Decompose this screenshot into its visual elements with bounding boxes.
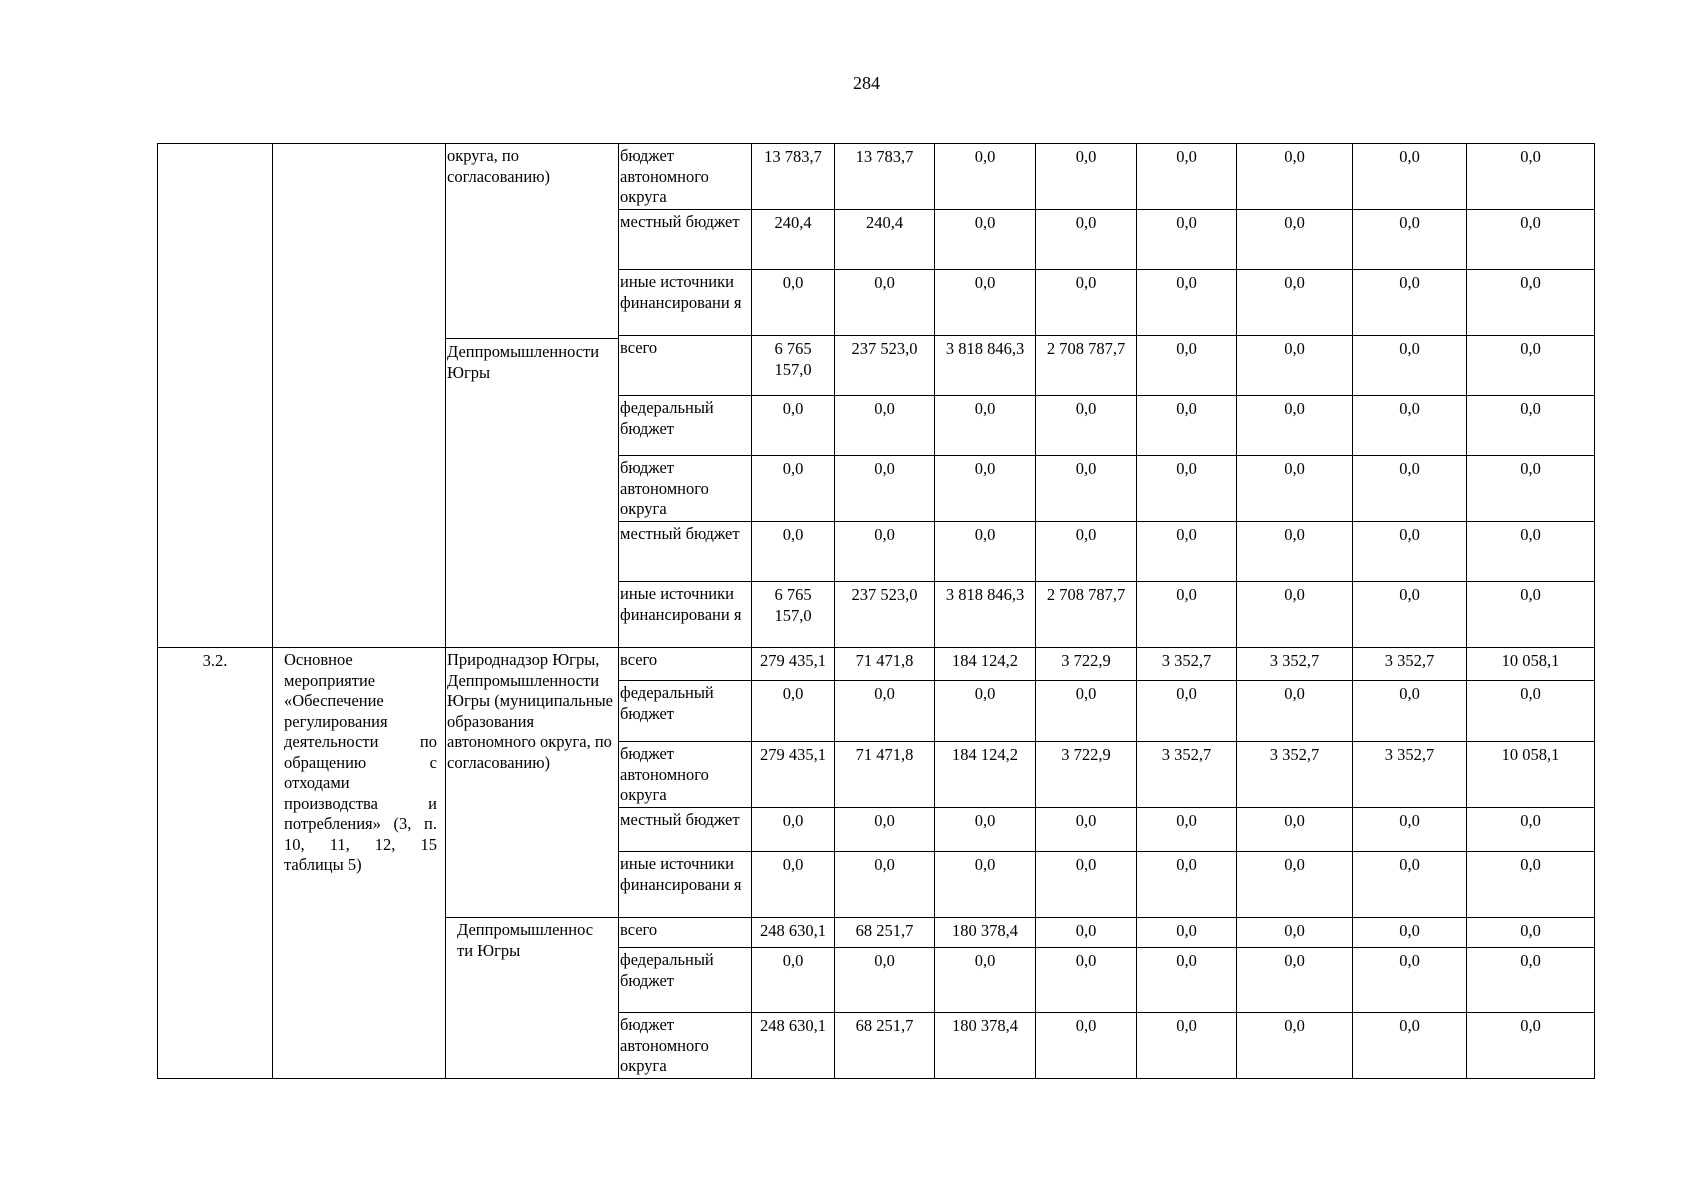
value-cell: 0,0 <box>1137 948 1237 1013</box>
value-cell: 0,0 <box>1467 681 1595 742</box>
value-cell: 0,0 <box>1137 210 1237 270</box>
value-cell: 0,0 <box>1137 144 1237 210</box>
source-cell: местный бюджет <box>619 210 752 270</box>
value-cell: 0,0 <box>1137 1013 1237 1079</box>
item-code: 3.2. <box>158 648 273 1079</box>
value-cell: 0,0 <box>1137 270 1237 336</box>
value-cell: 0,0 <box>835 808 935 852</box>
source-cell: федеральный бюджет <box>619 948 752 1013</box>
value-cell: 3 352,7 <box>1237 648 1353 681</box>
value-cell: 0,0 <box>1353 456 1467 522</box>
executor-depprom: Деппромышленности Югры <box>446 338 618 383</box>
value-cell: 3 722,9 <box>1036 648 1137 681</box>
value-cell: 0,0 <box>1353 808 1467 852</box>
value-cell: 0,0 <box>1237 336 1353 396</box>
value-cell: 0,0 <box>1467 456 1595 522</box>
source-cell: федеральный бюджет <box>619 396 752 456</box>
value-cell: 0,0 <box>1467 396 1595 456</box>
value-cell: 0,0 <box>1353 270 1467 336</box>
value-cell: 0,0 <box>752 808 835 852</box>
value-cell: 0,0 <box>1353 852 1467 918</box>
value-cell: 3 352,7 <box>1237 742 1353 808</box>
value-cell: 0,0 <box>1237 210 1353 270</box>
source-cell: бюджет автономного округа <box>619 144 752 210</box>
value-cell: 0,0 <box>1237 582 1353 648</box>
value-cell: 0,0 <box>835 681 935 742</box>
value-cell: 0,0 <box>1353 681 1467 742</box>
value-cell: 0,0 <box>1036 918 1137 948</box>
value-cell: 0,0 <box>935 808 1036 852</box>
value-cell: 10 058,1 <box>1467 648 1595 681</box>
value-cell: 0,0 <box>1353 948 1467 1013</box>
source-cell: иные источники финансировани я <box>619 582 752 648</box>
value-cell: 0,0 <box>935 210 1036 270</box>
financing-table <box>157 143 1595 1079</box>
value-cell: 237 523,0 <box>835 582 935 648</box>
value-cell: 0,0 <box>1353 144 1467 210</box>
source-cell: бюджет автономного округа <box>619 742 752 808</box>
source-cell: иные источники финансировани я <box>619 852 752 918</box>
value-cell: 71 471,8 <box>835 648 935 681</box>
value-cell: 0,0 <box>1137 336 1237 396</box>
value-cell: 0,0 <box>935 948 1036 1013</box>
value-cell: 0,0 <box>1467 948 1595 1013</box>
value-cell: 0,0 <box>1137 582 1237 648</box>
value-cell: 0,0 <box>835 270 935 336</box>
value-cell: 279 435,1 <box>752 648 835 681</box>
value-cell: 0,0 <box>1467 808 1595 852</box>
value-cell: 0,0 <box>1467 918 1595 948</box>
value-cell: 68 251,7 <box>835 1013 935 1079</box>
value-cell: 180 378,4 <box>935 1013 1036 1079</box>
value-cell: 0,0 <box>935 852 1036 918</box>
value-cell: 0,0 <box>935 522 1036 582</box>
value-cell: 13 783,7 <box>752 144 835 210</box>
value-cell: 0,0 <box>835 948 935 1013</box>
value-cell: 0,0 <box>1353 1013 1467 1079</box>
table-row <box>158 144 1595 210</box>
value-cell: 0,0 <box>1467 582 1595 648</box>
value-cell: 0,0 <box>1036 456 1137 522</box>
value-cell: 0,0 <box>1237 1013 1353 1079</box>
value-cell: 0,0 <box>1467 336 1595 396</box>
value-cell: 0,0 <box>1237 396 1353 456</box>
value-cell: 0,0 <box>1036 270 1137 336</box>
value-cell: 13 783,7 <box>835 144 935 210</box>
value-cell: 0,0 <box>935 456 1036 522</box>
name-cell-empty <box>273 144 446 648</box>
value-cell: 2 708 787,7 <box>1036 582 1137 648</box>
value-cell: 240,4 <box>835 210 935 270</box>
value-cell: 0,0 <box>1353 582 1467 648</box>
source-cell: всего <box>619 648 752 681</box>
source-cell: бюджет автономного округа <box>619 1013 752 1079</box>
value-cell: 0,0 <box>1237 918 1353 948</box>
executor-cell <box>446 144 619 648</box>
value-cell: 0,0 <box>1036 852 1137 918</box>
value-cell: 0,0 <box>935 270 1036 336</box>
source-cell: всего <box>619 336 752 396</box>
value-cell: 3 352,7 <box>1353 742 1467 808</box>
value-cell: 68 251,7 <box>835 918 935 948</box>
table-row <box>158 648 1595 681</box>
page-number: 284 <box>853 73 880 93</box>
source-cell: местный бюджет <box>619 808 752 852</box>
code-cell-empty <box>158 144 273 648</box>
value-cell: 279 435,1 <box>752 742 835 808</box>
value-cell: 0,0 <box>1237 681 1353 742</box>
value-cell: 3 818 846,3 <box>935 336 1036 396</box>
value-cell: 3 352,7 <box>1137 742 1237 808</box>
source-cell: всего <box>619 918 752 948</box>
value-cell: 0,0 <box>1137 681 1237 742</box>
value-cell: 0,0 <box>1467 144 1595 210</box>
value-cell: 0,0 <box>1137 522 1237 582</box>
value-cell: 0,0 <box>1237 270 1353 336</box>
value-cell: 0,0 <box>1353 210 1467 270</box>
value-cell: 237 523,0 <box>835 336 935 396</box>
value-cell: 0,0 <box>752 456 835 522</box>
value-cell: 0,0 <box>1237 144 1353 210</box>
value-cell: 3 722,9 <box>1036 742 1137 808</box>
value-cell: 0,0 <box>935 681 1036 742</box>
value-cell: 0,0 <box>1036 948 1137 1013</box>
value-cell: 0,0 <box>1036 396 1137 456</box>
value-cell: 0,0 <box>1036 1013 1137 1079</box>
source-cell: федеральный бюджет <box>619 681 752 742</box>
value-cell: 0,0 <box>1353 918 1467 948</box>
value-cell: 0,0 <box>1467 270 1595 336</box>
value-cell: 0,0 <box>935 396 1036 456</box>
value-cell: 0,0 <box>1036 681 1137 742</box>
executor-continued: округа, по согласованию) <box>447 146 551 186</box>
value-cell: 0,0 <box>752 396 835 456</box>
value-cell: 0,0 <box>1353 396 1467 456</box>
value-cell: 0,0 <box>1237 522 1353 582</box>
source-cell: иные источники финансировани я <box>619 270 752 336</box>
value-cell: 0,0 <box>1137 396 1237 456</box>
value-cell: 0,0 <box>752 681 835 742</box>
value-cell: 0,0 <box>835 456 935 522</box>
value-cell: 240,4 <box>752 210 835 270</box>
value-cell: 0,0 <box>935 144 1036 210</box>
value-cell: 0,0 <box>835 852 935 918</box>
value-cell: 0,0 <box>752 522 835 582</box>
value-cell: 184 124,2 <box>935 742 1036 808</box>
source-cell: бюджет автономного округа <box>619 456 752 522</box>
value-cell: 0,0 <box>752 270 835 336</box>
value-cell: 184 124,2 <box>935 648 1036 681</box>
value-cell: 248 630,1 <box>752 1013 835 1079</box>
value-cell: 0,0 <box>1137 918 1237 948</box>
value-cell: 0,0 <box>1137 852 1237 918</box>
value-cell: 0,0 <box>835 522 935 582</box>
value-cell: 0,0 <box>1237 456 1353 522</box>
value-cell: 0,0 <box>1467 852 1595 918</box>
value-cell: 0,0 <box>752 948 835 1013</box>
value-cell: 0,0 <box>1237 948 1353 1013</box>
source-cell: местный бюджет <box>619 522 752 582</box>
value-cell: 0,0 <box>1036 210 1137 270</box>
value-cell: 3 352,7 <box>1353 648 1467 681</box>
value-cell: 0,0 <box>1036 144 1137 210</box>
value-cell: 0,0 <box>1237 808 1353 852</box>
item-name: Основное мероприятие «Обеспечение регулирования деятельности по обращению с отходами производства и потребления» (3, п. 10, 11, 12, 15 таблицы 5) <box>273 648 446 1079</box>
value-cell: 2 708 787,7 <box>1036 336 1137 396</box>
value-cell: 0,0 <box>1353 336 1467 396</box>
executor-cell: Природнадзор Югры, Деппромышленности Югры (муниципальные образования автономного округа, по согласованию) <box>446 648 619 918</box>
value-cell: 180 378,4 <box>935 918 1036 948</box>
value-cell: 0,0 <box>752 852 835 918</box>
value-cell: 0,0 <box>1237 852 1353 918</box>
value-cell: 0,0 <box>1467 210 1595 270</box>
value-cell: 0,0 <box>1036 808 1137 852</box>
value-cell: 0,0 <box>1137 808 1237 852</box>
executor-cell: Деппромышленнос ти Югры <box>446 918 619 1079</box>
value-cell: 10 058,1 <box>1467 742 1595 808</box>
value-cell: 0,0 <box>1467 1013 1595 1079</box>
value-cell: 3 352,7 <box>1137 648 1237 681</box>
value-cell: 71 471,8 <box>835 742 935 808</box>
value-cell: 3 818 846,3 <box>935 582 1036 648</box>
value-cell: 0,0 <box>1353 522 1467 582</box>
value-cell: 6 765 157,0 <box>752 336 835 396</box>
value-cell: 248 630,1 <box>752 918 835 948</box>
value-cell: 0,0 <box>1036 522 1137 582</box>
value-cell: 0,0 <box>835 396 935 456</box>
value-cell: 0,0 <box>1467 522 1595 582</box>
value-cell: 6 765 157,0 <box>752 582 835 648</box>
value-cell: 0,0 <box>1137 456 1237 522</box>
